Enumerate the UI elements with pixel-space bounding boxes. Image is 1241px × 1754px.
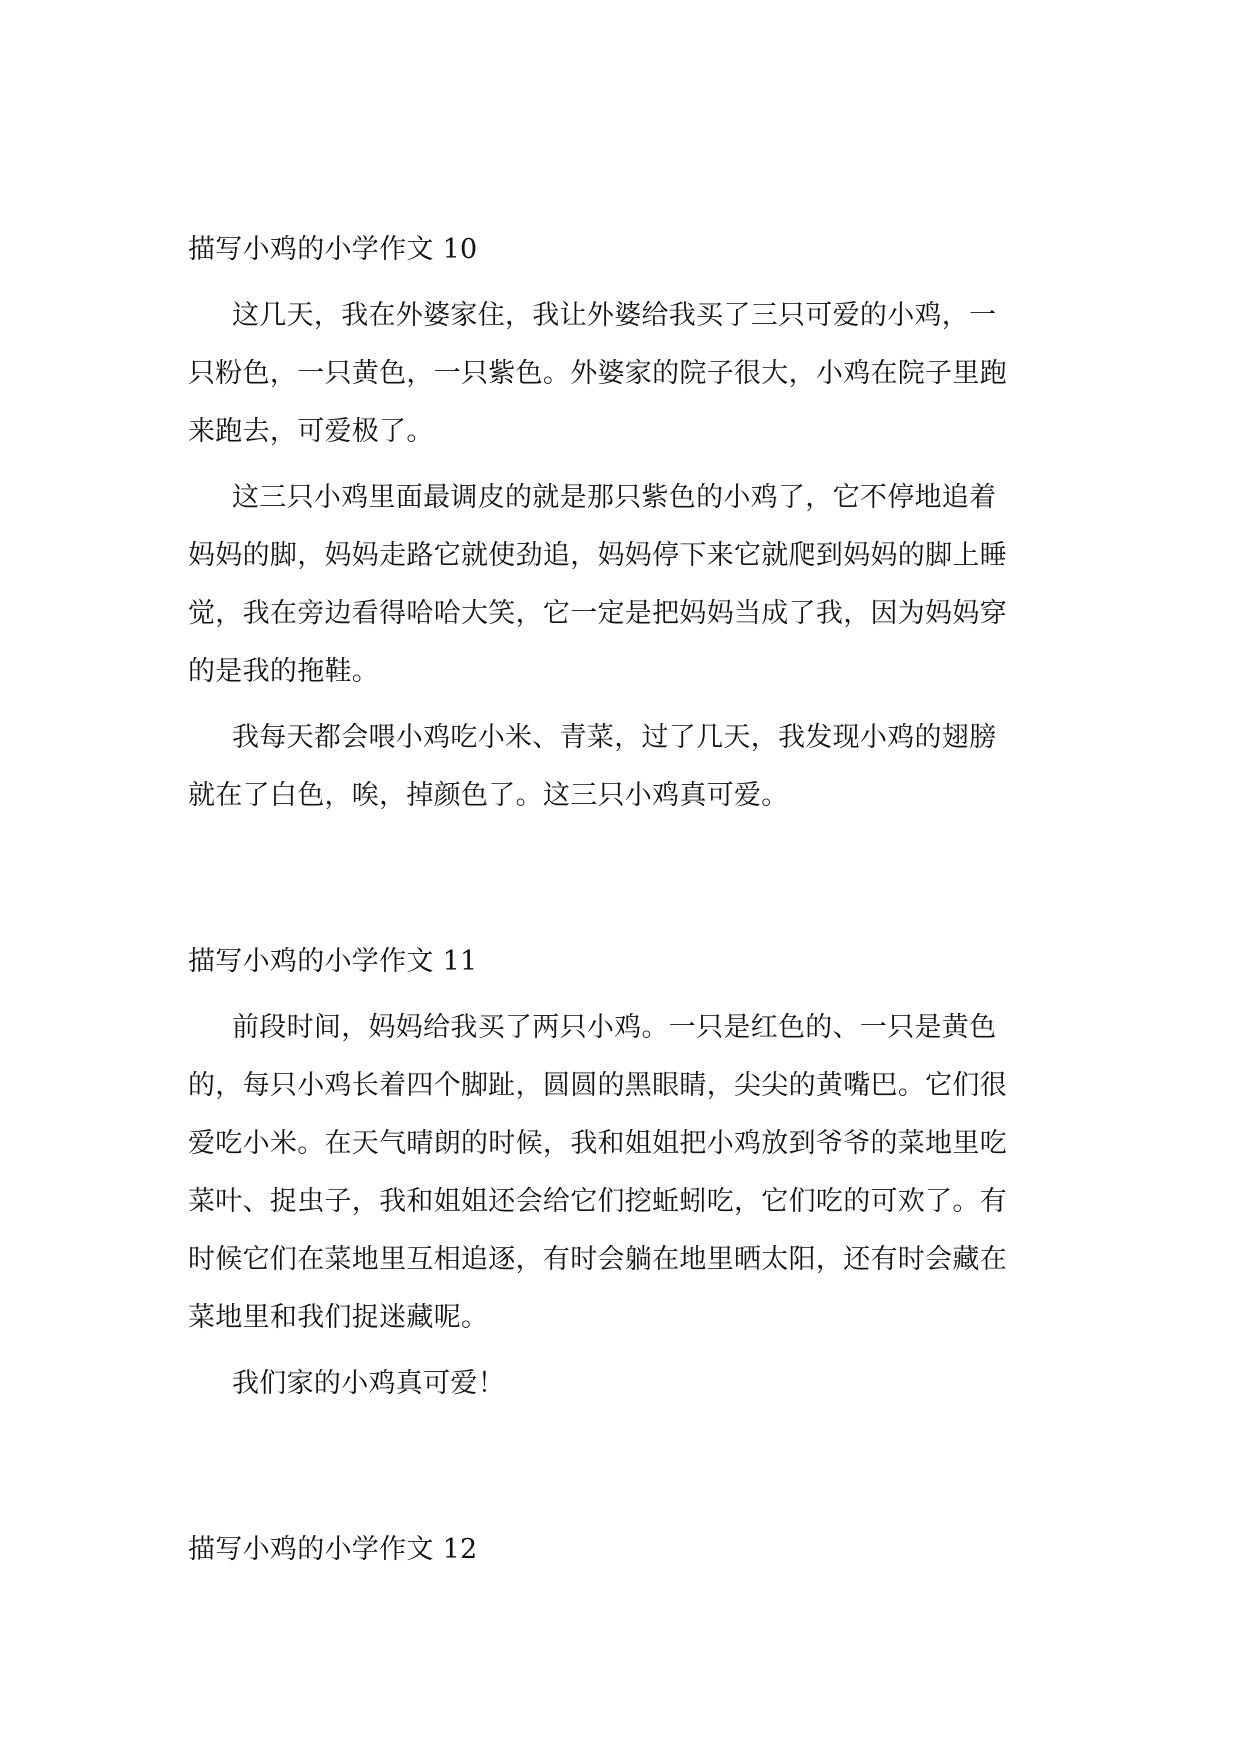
paragraph-line: 这几天，我在外婆家住，我让外婆给我买了三只可爱的小鸡，一 <box>232 300 997 331</box>
essay-title: 描写小鸡的小学作文 12 <box>188 1534 478 1565</box>
paragraph-line: 觉，我在旁边看得哈哈大笑，它一定是把妈妈当成了我，因为妈妈穿 <box>188 598 1007 629</box>
paragraph-line: 来跑去，可爱极了。 <box>188 416 434 447</box>
paragraph-line: 就在了白色，唉，掉颜色了。这三只小鸡真可爱。 <box>188 780 789 811</box>
essay-title: 描写小鸡的小学作文 10 <box>188 234 478 265</box>
paragraph-line: 我每天都会喂小鸡吃小米、青菜，过了几天，我发现小鸡的翅膀 <box>232 722 997 753</box>
paragraph-line: 我们家的小鸡真可爱！ <box>232 1368 505 1399</box>
paragraph-line: 只粉色，一只黄色，一只紫色。外婆家的院子很大，小鸡在院子里跑 <box>188 358 1007 389</box>
paragraph-line: 的是我的拖鞋。 <box>188 656 380 687</box>
essay-title: 描写小鸡的小学作文 11 <box>188 946 478 977</box>
paragraph-line: 前段时间，妈妈给我买了两只小鸡。一只是红色的、一只是黄色 <box>232 1012 997 1043</box>
paragraph-line: 菜叶、捉虫子，我和姐姐还会给它们挖蚯蚓吃，它们吃的可欢了。有 <box>188 1186 1007 1217</box>
paragraph-line: 的，每只小鸡长着四个脚趾，圆圆的黑眼睛，尖尖的黄嘴巴。它们很 <box>188 1070 1007 1101</box>
paragraph-line: 妈妈的脚，妈妈走路它就使劲追，妈妈停下来它就爬到妈妈的脚上睡 <box>188 540 1007 571</box>
paragraph-line: 爱吃小米。在天气晴朗的时候，我和姐姐把小鸡放到爷爷的菜地里吃 <box>188 1128 1007 1159</box>
paragraph-line: 菜地里和我们捉迷藏呢。 <box>188 1302 489 1333</box>
paragraph-line: 时候它们在菜地里互相追逐，有时会躺在地里晒太阳，还有时会藏在 <box>188 1244 1007 1275</box>
paragraph-line: 这三只小鸡里面最调皮的就是那只紫色的小鸡了，它不停地追着 <box>232 482 997 513</box>
